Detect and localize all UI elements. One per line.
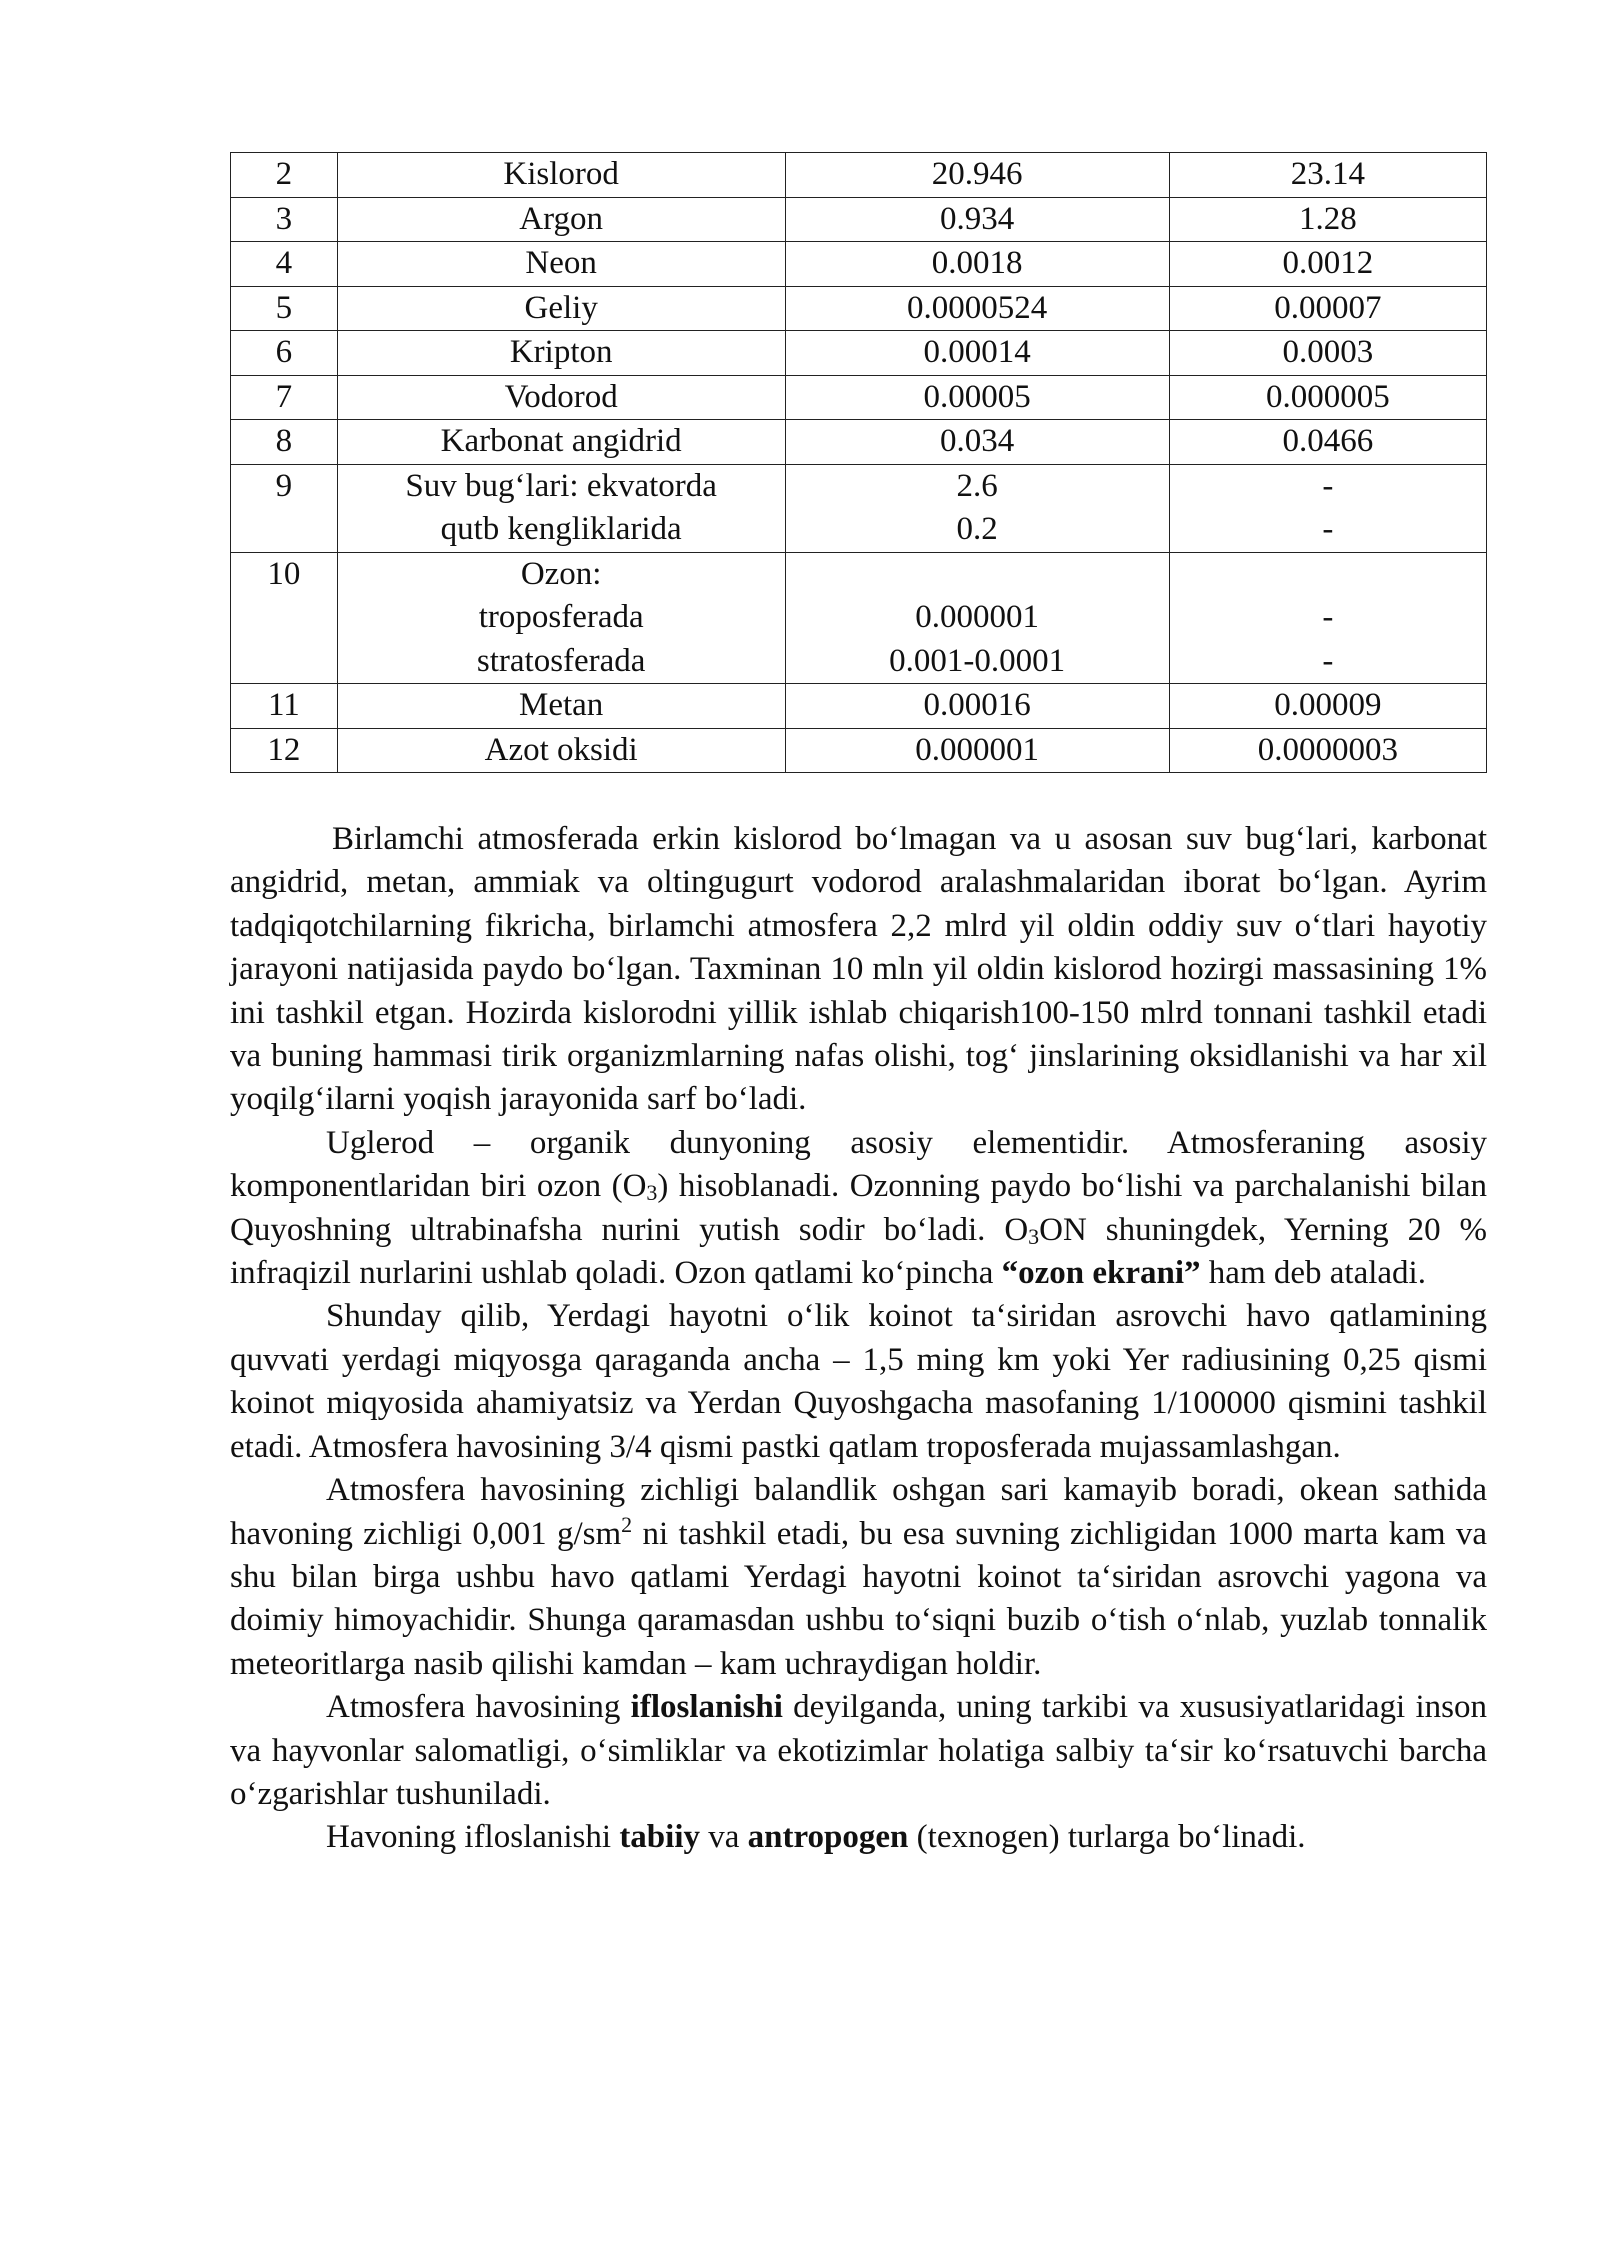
cell-mass-percent: [1169, 286, 1486, 331]
text-span: ) hisoblanadi. Ozonning paydo bo‘lishi va parchalanishi bilan Quyoshning ultrabinafsha nurini yutish sodir bo‘ladi. O: [230, 1168, 1487, 1248]
cell-mass-percent: [1169, 153, 1486, 198]
cell-volume-percent: [785, 464, 1169, 552]
cell-line: 0.0000003: [1257, 731, 1398, 768]
cell-mass-percent: [1169, 684, 1486, 729]
cell-line: 0.000001: [915, 599, 1040, 635]
bold-term-natural: tabiiy: [619, 1819, 700, 1856]
cell-volume-percent: [785, 552, 1169, 684]
cell-component: [337, 153, 785, 198]
table-row: [231, 153, 1487, 198]
cell-line: Karbonat angidrid: [440, 423, 682, 459]
cell-line: 0.0003: [1282, 334, 1374, 370]
cell-line: Argon: [519, 200, 604, 237]
cell-line: 0.00005: [923, 378, 1031, 415]
text-span: ni tashkil etadi, bu esa suvning zichligidan 1000 marta kam va shu bilan birga ushbu havo qatlami Yerdagi hayotni koinot ta‘siridan asrovchi yagona va doimiy himoyachidir. Shunga qaramasdan ushbu to‘siqni buzib o‘tish o‘nlab, yuzlab tonnalik meteoritlarga nasib qilishi kamdan – kam uchraydigan holdir.: [230, 1515, 1487, 1682]
cell-line: 0.0018: [931, 245, 1023, 281]
cell-number: [231, 728, 338, 773]
text-span: Atmosfera havosining zichligi balandlik oshgan sari kamayib boradi, okean sathida havoning zichligi 0,001 g/sm: [230, 1472, 1487, 1552]
cell-line: 0.0012: [1282, 245, 1374, 281]
cell-line: Azot oksidi: [484, 731, 638, 768]
paragraph-primary-atmosphere: Birlamchi atmosferada erkin kislorod bo‘lmagan va u asosan suv bug‘lari, karbonat angidrid, metan, ammiak va oltingugurt vodorod aralashmalaridan iborat bo‘lgan. Ayrim tadqiqotchilarning fikricha, birlamchi atmosfera 2,2 mlrd yil oldin oddiy suv o‘tlari hayotiy jarayoni natijasida paydo bo‘lgan. Taxminan 10 mln yil oldin kislorod hozirgi massasining 1% ini tashkil etgan. Hozirda kislorodni yillik ishlab chiqarish100-150 mlrd tonnani tashkil etadi va buning hammasi tirik organizmlarning nafas olishi, tog‘ jinslarining oksidlanishi va har xil yoqilg‘ilarni yoqish jarayonida sarf bo‘ladi.: [230, 821, 1487, 1118]
cell-number: [231, 420, 338, 465]
cell-volume-percent: [785, 331, 1169, 376]
cell-line: stratosferada: [476, 642, 646, 679]
cell-line: 0.001-0.0001: [889, 642, 1066, 679]
cell-volume-percent: [785, 684, 1169, 729]
cell-line: 0.00009: [1274, 687, 1382, 723]
text-span: Atmosfera havosining: [326, 1689, 631, 1726]
cell-line: [1170, 553, 1486, 597]
cell-number: [231, 286, 338, 331]
cell-component: [337, 286, 785, 331]
cell-component: [337, 684, 785, 729]
paragraph-carbon-ozone: [230, 1122, 1487, 1296]
cell-number: [231, 242, 338, 287]
cell-line: Geliy: [524, 289, 598, 326]
cell-line: 10: [267, 555, 301, 592]
text-span: Havoning ifloslanishi: [326, 1819, 620, 1856]
table-row: [231, 286, 1487, 331]
cell-line: 3: [275, 200, 293, 237]
cell-number: [231, 552, 338, 684]
cell-mass-percent: [1169, 420, 1486, 465]
body-text: [230, 818, 1487, 1860]
cell-line: Metan: [519, 687, 604, 723]
cell-number: [231, 464, 338, 552]
table-row: [231, 728, 1487, 773]
cell-line: troposferada: [478, 599, 644, 635]
cell-line: 0.00007: [1274, 289, 1382, 326]
cell-line: Suv bug‘lari: ekvatorda: [405, 467, 717, 504]
table-body: [231, 153, 1487, 773]
cell-component: [337, 420, 785, 465]
table-row: [231, 375, 1487, 420]
cell-line: Kislorod: [503, 156, 619, 192]
cell-line: Vodorod: [504, 378, 618, 415]
cell-volume-percent: [785, 153, 1169, 198]
cell-volume-percent: [785, 420, 1169, 465]
cell-mass-percent: [1169, 552, 1486, 684]
cell-line: 0.000005: [1265, 378, 1390, 415]
cell-volume-percent: [785, 242, 1169, 287]
table-row: [231, 331, 1487, 376]
cell-number: [231, 153, 338, 198]
cell-component: [337, 375, 785, 420]
cell-line: 1.28: [1298, 200, 1357, 237]
text-span: deyilganda, uning tarkibi va xususiyatlaridagi inson va hayvonlar salomatligi, o‘simliklar va ekotizimlar holatiga salbiy ta‘sir ko‘rsatuvchi barcha o‘zgarishlar tushuniladi.: [230, 1689, 1488, 1812]
cell-line: -: [1322, 642, 1334, 679]
paragraph-air-pollution-definition: [230, 1686, 1487, 1816]
cell-line: -: [1322, 511, 1334, 547]
cell-line: 0.0000524: [907, 289, 1048, 326]
text-span: va: [700, 1819, 748, 1856]
paragraph-pollution-types: [230, 1816, 1487, 1859]
cell-line: [786, 553, 1169, 597]
cell-line: 11: [267, 687, 300, 723]
bold-term-anthropogenic: antropogen: [747, 1819, 909, 1856]
cell-line: 5: [275, 289, 293, 326]
cell-line: 0.2: [956, 511, 998, 547]
cell-component: [337, 552, 785, 684]
subscript: 3: [646, 1180, 658, 1206]
cell-line: 4: [275, 245, 293, 281]
cell-line: 0.000001: [915, 731, 1040, 768]
cell-volume-percent: [785, 728, 1169, 773]
text-span: (texnogen) turlarga bo‘linadi.: [908, 1819, 1306, 1856]
text-span: ham deb ataladi.: [1200, 1255, 1426, 1292]
cell-line: 0.00014: [923, 334, 1031, 370]
table-row: [231, 684, 1487, 729]
bold-term-ozone-screen: “ozon ekrani”: [1001, 1255, 1201, 1292]
cell-mass-percent: [1169, 728, 1486, 773]
table-row: [231, 420, 1487, 465]
cell-number: [231, 684, 338, 729]
cell-line: qutb kengliklarida: [440, 511, 682, 547]
cell-line: Ozon:: [520, 555, 602, 592]
text-span: Uglerod – organik dunyoning asosiy elementidir. Atmosferaning asosiy komponentlaridan biri ozon (O: [230, 1124, 1487, 1205]
cell-line: 2.6: [956, 467, 998, 504]
cell-mass-percent: [1169, 197, 1486, 242]
cell-number: [231, 331, 338, 376]
cell-line: 0.934: [940, 200, 1015, 237]
cell-mass-percent: [1169, 331, 1486, 376]
cell-line: 8: [275, 423, 293, 459]
cell-volume-percent: [785, 197, 1169, 242]
table-row: [231, 197, 1487, 242]
cell-line: 6: [275, 334, 293, 370]
cell-line: 20.946: [931, 156, 1023, 192]
cell-component: [337, 197, 785, 242]
subscript: 3: [1028, 1223, 1040, 1249]
superscript: 2: [621, 1511, 633, 1537]
cell-line: 0.0466: [1282, 423, 1374, 459]
cell-line: 0.00016: [923, 687, 1031, 723]
cell-mass-percent: [1169, 375, 1486, 420]
table-row: [231, 464, 1487, 552]
cell-number: [231, 375, 338, 420]
cell-line: 2: [275, 156, 293, 192]
cell-volume-percent: [785, 375, 1169, 420]
cell-line: 0.034: [940, 423, 1015, 459]
cell-line: 7: [275, 378, 293, 415]
cell-line: 12: [267, 731, 301, 768]
atmosphere-composition-table: [230, 152, 1487, 773]
cell-component: [337, 464, 785, 552]
cell-line: -: [1322, 599, 1334, 635]
cell-volume-percent: [785, 286, 1169, 331]
cell-line: Kripton: [509, 334, 613, 370]
cell-mass-percent: [1169, 464, 1486, 552]
cell-line: 23.14: [1290, 156, 1365, 192]
cell-line: -: [1322, 467, 1334, 504]
cell-number: [231, 197, 338, 242]
paragraph-air-density: [230, 1469, 1487, 1686]
cell-component: [337, 728, 785, 773]
cell-component: [337, 331, 785, 376]
cell-line: 9: [275, 467, 293, 504]
table-row: [231, 242, 1487, 287]
table-row: [231, 552, 1487, 684]
cell-mass-percent: [1169, 242, 1486, 287]
text-span: ON shuningdek, Yerning 20 % infraqizil nurlarini ushlab qoladi. Ozon qatlami ko‘pincha: [230, 1211, 1488, 1292]
cell-line: Neon: [525, 245, 597, 281]
bold-term-pollution: ifloslanishi: [630, 1689, 783, 1726]
cell-component: [337, 242, 785, 287]
paragraph-air-layer: Shunday qilib, Yerdagi hayotni o‘lik koinot ta‘siridan asrovchi havo qatlamining quvvati yerdagi miqyosga qaraganda ancha – 1,5 ming km yoki Yer radiusining 0,25 qismi koinot miqyosida ahamiyatsiz va Yerdan Quyoshgacha masofaning 1/100000 qismini tashkil etadi. Atmosfera havosining 3/4 qismi pastki qatlam troposferada mujassamlashgan.: [230, 1298, 1487, 1465]
